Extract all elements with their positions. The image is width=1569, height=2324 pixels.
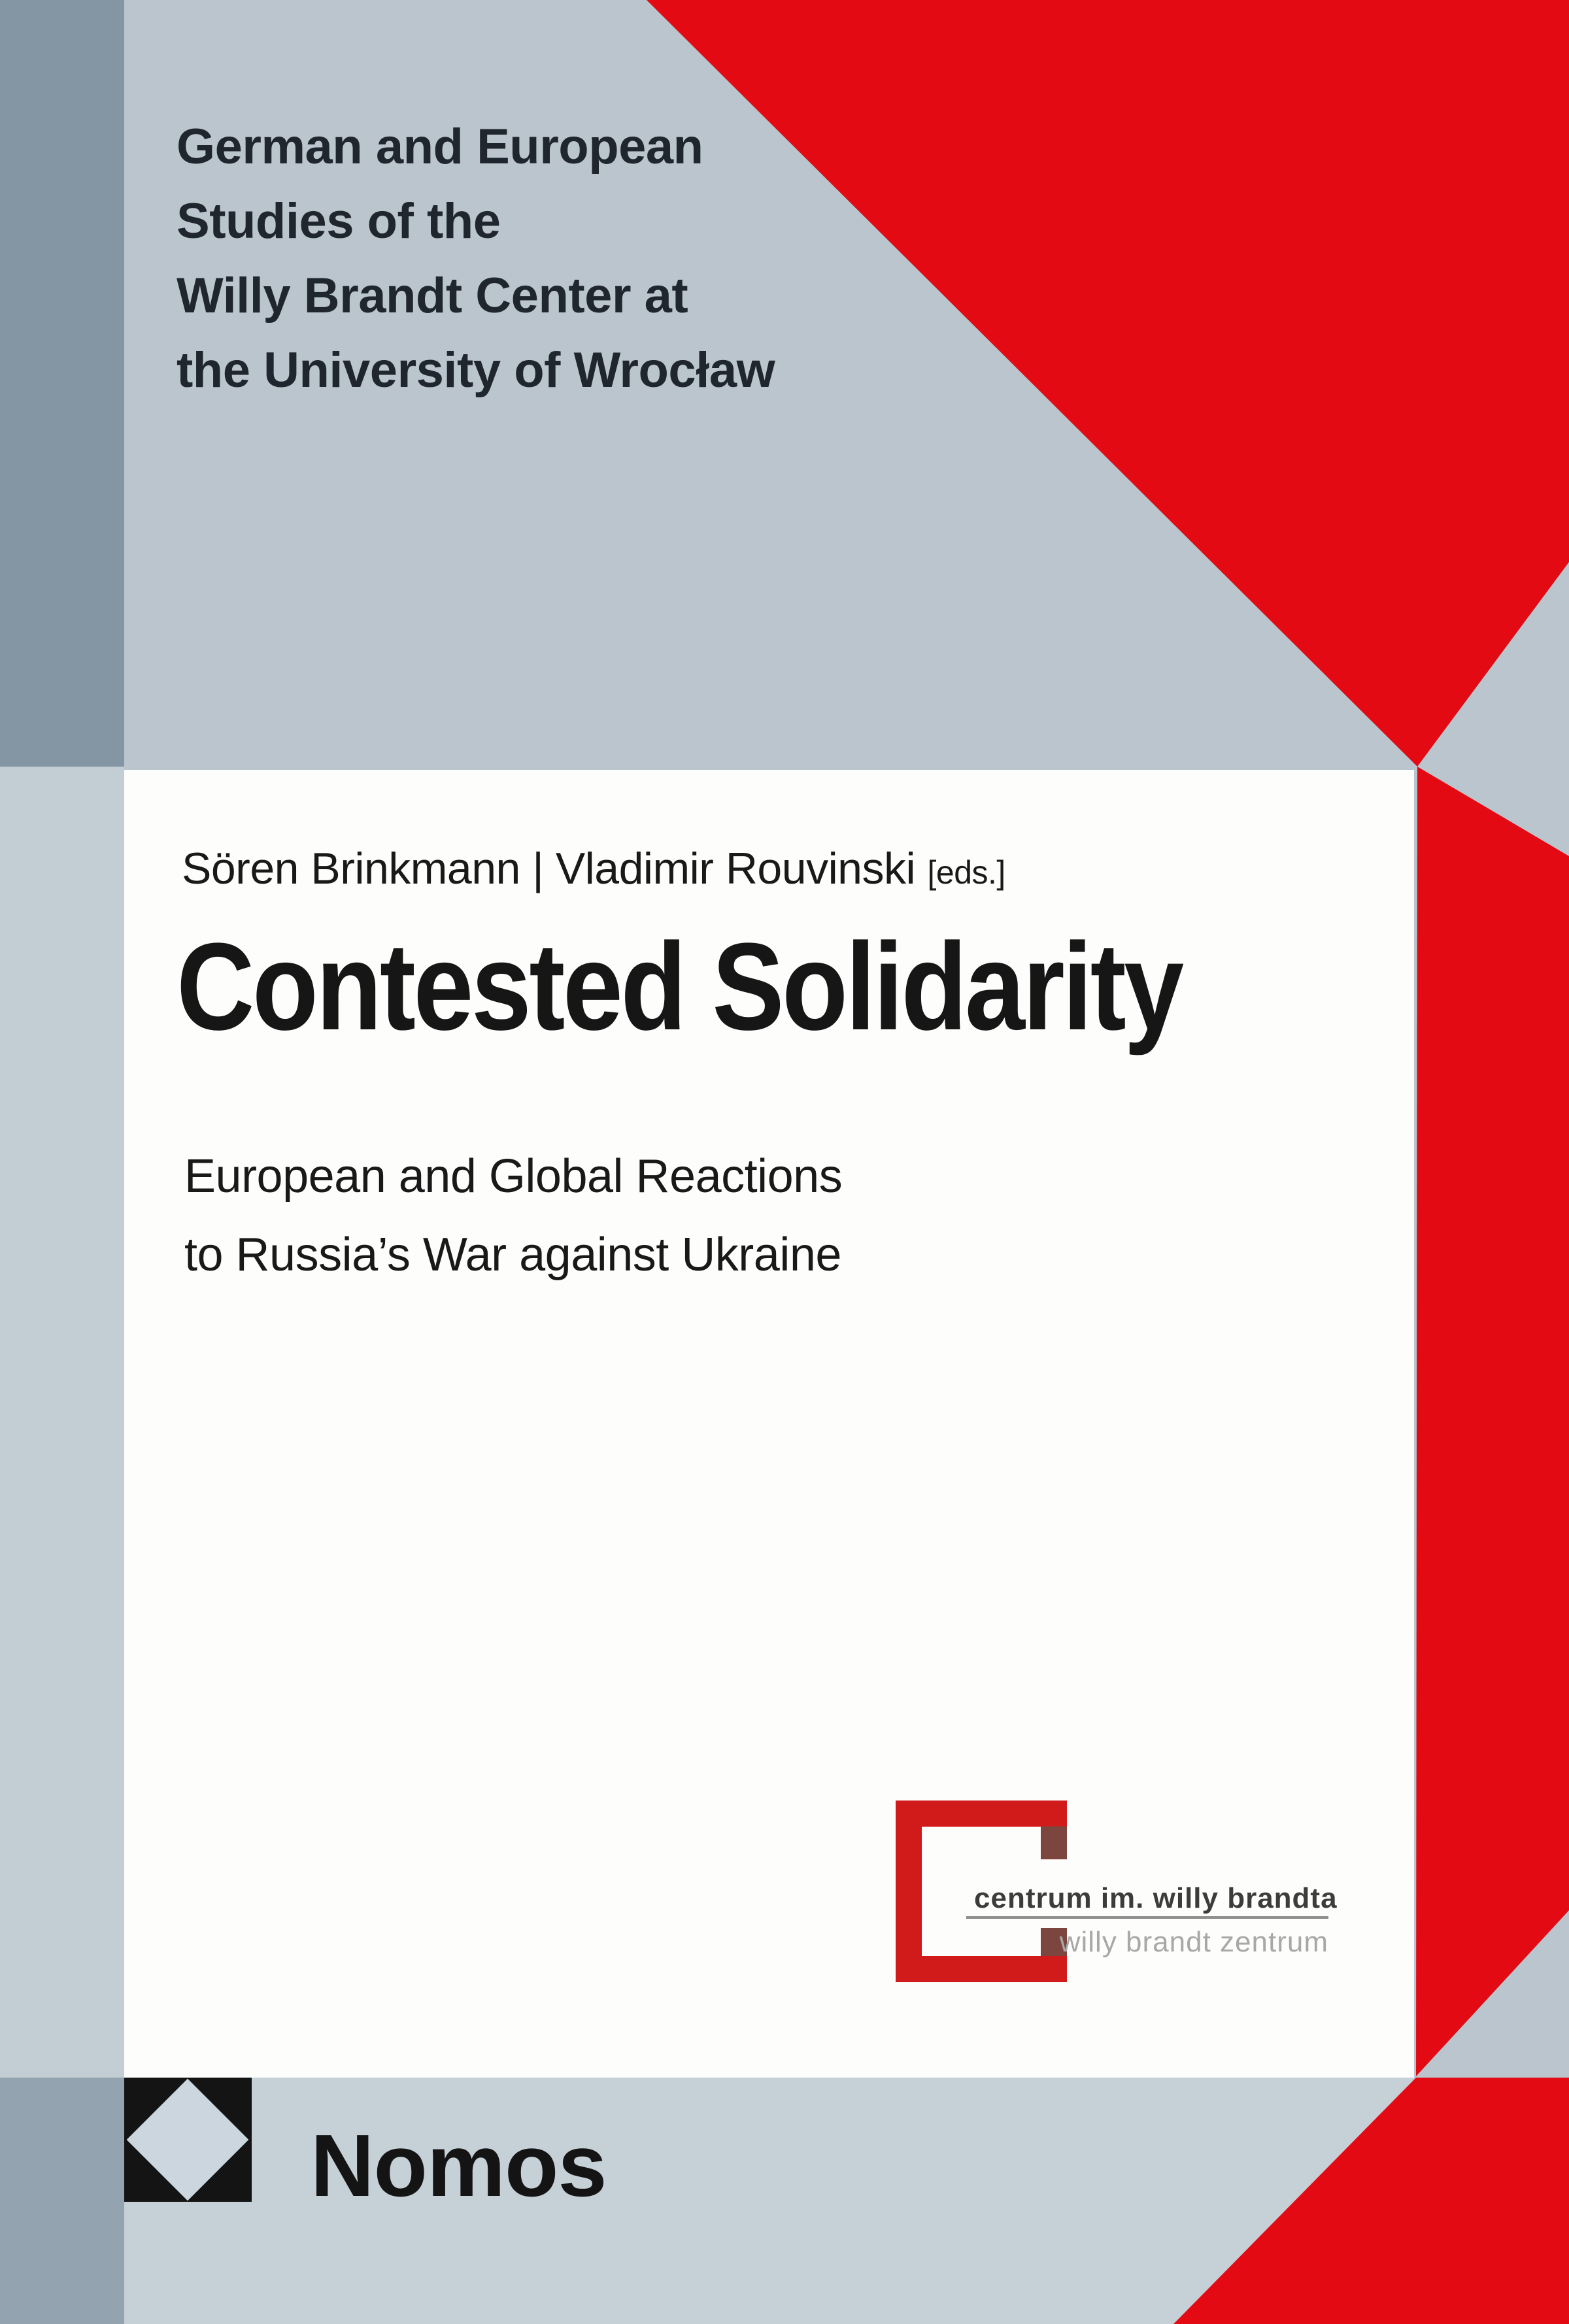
wbz-logo-text-primary: centrum im. willy brandta (974, 1882, 1338, 1914)
wbz-bracket-top-stub (1041, 1801, 1067, 1859)
left-column-middle (0, 767, 124, 2078)
series-title (177, 110, 1092, 408)
subtitle-line: to Russia’s War against Ukraine (184, 1229, 841, 1281)
wbz-logo (896, 1801, 1353, 1990)
editors-line (182, 843, 1005, 894)
left-column-bottom (0, 2078, 124, 2324)
white-panel (124, 770, 1414, 2078)
series-title-line: Willy Brandt Center at (177, 268, 688, 324)
publisher-name: Nomos (311, 2116, 607, 2215)
series-title-line: German and European (177, 119, 703, 174)
book-title: Contested Solidarity (177, 918, 1182, 1056)
wbz-bracket-left-bar (896, 1801, 922, 1982)
editor-names: Sören Brinkmann | Vladimir Rouvinski (182, 844, 916, 893)
left-dark-bar (0, 0, 124, 767)
series-title-line: the University of Wrocław (177, 342, 775, 398)
nomos-logo-square (124, 2078, 252, 2202)
wbz-logo-text-secondary: willy brandt zentrum (1059, 1926, 1328, 1958)
book-subtitle (184, 1137, 842, 1294)
series-title-line: Studies of the (177, 193, 501, 249)
subtitle-line: European and Global Reactions (184, 1150, 843, 1203)
wbz-logo-divider (966, 1916, 1328, 1919)
nomos-diamond-icon (127, 2079, 249, 2201)
eds-suffix: [eds.] (927, 854, 1005, 891)
